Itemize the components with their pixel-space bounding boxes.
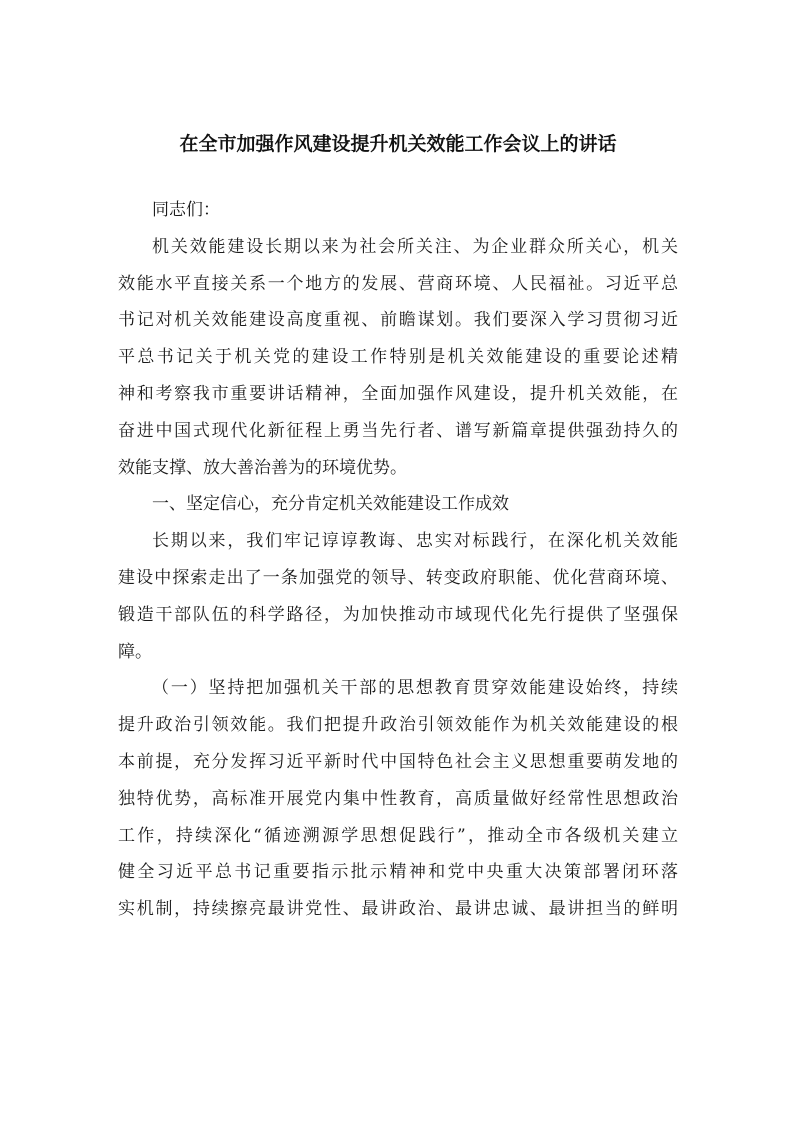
body-line: 奋进中国式现代化新征程上勇当先行者、谱写新篇章提供强劲持久的 bbox=[118, 420, 678, 441]
body-line: 建设中探索走出了一条加强党的领导、转变政府职能、优化营商环境、 bbox=[118, 567, 678, 588]
document-body bbox=[118, 192, 678, 928]
body-line: 平总书记关于机关党的建设工作特别是机关效能建设的重要论述精 bbox=[118, 347, 678, 368]
document-title: 在全市加强作风建设提升机关效能工作会议上的讲话 bbox=[179, 133, 617, 155]
body-line: 同志们： bbox=[152, 200, 220, 220]
body-line: 长期以来，我们牢记谆谆教诲、忠实对标践行，在深化机关效能 bbox=[152, 531, 678, 552]
body-line: 健全习近平总书记重要指示批示精神和党中央重大决策部署闭环落 bbox=[118, 862, 678, 883]
body-line: 实机制，持续擦亮最讲党性、最讲政治、最讲忠诚、最讲担当的鲜明 bbox=[118, 899, 678, 920]
body-line: 独特优势，高标准开展党内集中性教育，高质量做好经常性思想政治 bbox=[118, 788, 678, 809]
body-line: 提升政治引领效能。我们把提升政治引领效能作为机关效能建设的根 bbox=[118, 715, 678, 736]
body-line: 一、坚定信心，充分肯定机关效能建设工作成效 bbox=[152, 494, 509, 515]
body-line: 工作，持续深化“循迹溯源学思想促践行”，推动全市各级机关建立 bbox=[118, 825, 678, 846]
body-line: 神和考察我市重要讲话精神，全面加强作风建设，提升机关效能，在 bbox=[118, 383, 678, 404]
body-line: 锻造干部队伍的科学路径，为加快推动市域现代化先行提供了坚强保 bbox=[118, 604, 678, 625]
body-line: 书记对机关效能建设高度重视、前瞻谋划。我们要深入学习贯彻习近 bbox=[118, 310, 678, 331]
body-line: 效能支撑、放大善治善为的环境优势。 bbox=[118, 457, 407, 478]
body-line: 效能水平直接关系一个地方的发展、营商环境、人民福祉。习近平总 bbox=[118, 273, 678, 294]
body-line: （一）坚持把加强机关干部的思想教育贯穿效能建设始终，持续 bbox=[152, 678, 678, 699]
body-line: 本前提，充分发挥习近平新时代中国特色社会主义思想重要萌发地的 bbox=[118, 751, 678, 772]
body-line: 机关效能建设长期以来为社会所关注、为企业群众所关心，机关 bbox=[152, 236, 678, 257]
body-line: 障。 bbox=[118, 641, 152, 662]
